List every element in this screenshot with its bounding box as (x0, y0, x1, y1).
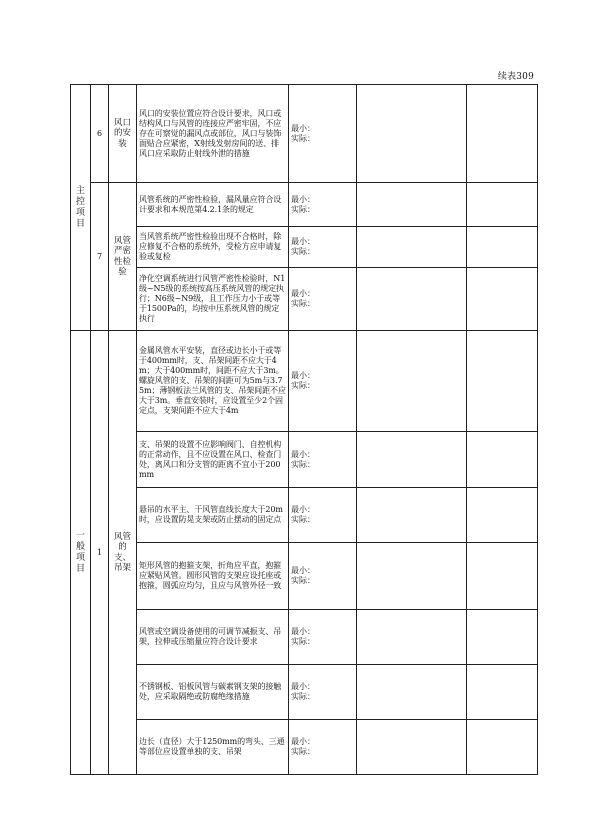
result-cell[interactable] (467, 720, 538, 775)
measure-cell: 最小： 实际： (289, 610, 357, 665)
record-cell[interactable] (357, 183, 467, 227)
record-cell[interactable] (357, 488, 467, 543)
result-cell[interactable] (467, 268, 538, 331)
measure-cell: 最小： 实际： (289, 227, 357, 268)
measure-cell: 最小： 实际： (289, 720, 357, 775)
table-row (71, 227, 538, 268)
table-row (71, 432, 538, 488)
requirement-text: 风管系统的严密性检验，漏风量应符合设计要求和本规范第4.2.1条的规定 (137, 183, 289, 227)
result-cell[interactable] (467, 543, 538, 610)
requirement-text: 悬吊的水平主、干风管直线长度大于20m时，应设置防晃支架或防止摆动的固定点 (137, 488, 289, 543)
requirement-text: 风口的安装位置应符合设计要求，风口或结构风口与风管的连接应严密牢固，不应存在可察觉的漏风点或部位，风口与装饰面贴合应紧密，X射线发射房间的送、排风口应采取防止射线外泄的措施 (137, 85, 289, 183)
record-cell[interactable] (357, 432, 467, 488)
measure-cell: 最小： 实际： (289, 488, 357, 543)
measure-cell: 最小： 实际： (289, 432, 357, 488)
record-cell[interactable] (357, 543, 467, 610)
requirement-text: 支、吊架的设置不应影响阀门、自控机构的正常动作，且不应设置在风口、检查门处，离风口和分支管的距离不宜小于200mm (137, 432, 289, 488)
record-cell[interactable] (357, 610, 467, 665)
item-number: 1 (91, 331, 109, 775)
table-row (71, 665, 538, 720)
result-cell[interactable] (467, 432, 538, 488)
table-row (71, 543, 538, 610)
requirement-text: 净化空调系统进行风管严密性检验时，N1级~N5级的系统按高压系统风管的规定执行；N6级~N9级，且工作压力小于或等于1500Pa的，均按中压系统风管的规定执行 (137, 268, 289, 331)
requirement-text: 矩形风管的抱箍支架，折角应平直，抱箍应紧贴风管。圆形风管的支架应设托座或抱箍，圆弧应均匀，且应与风管外径一致 (137, 543, 289, 610)
result-cell[interactable] (467, 488, 538, 543)
table-row (71, 85, 538, 183)
table-row (71, 610, 538, 665)
table-row (71, 331, 538, 432)
requirement-text: 边长（直径）大于1250mm的弯头、三通等部位应设置单独的支、吊架 (137, 720, 289, 775)
table-row (71, 183, 538, 227)
item-category: 风管严密性检验 (109, 183, 137, 331)
table-row (71, 268, 538, 331)
record-cell[interactable] (357, 85, 467, 183)
page-label: 续表309 (497, 72, 534, 82)
record-cell[interactable] (357, 665, 467, 720)
requirement-text: 当风管系统严密性检验出现不合格时，除应修复不合格的系统外，受检方应申请复验或复检 (137, 227, 289, 268)
record-cell[interactable] (357, 268, 467, 331)
inspection-table (70, 84, 538, 775)
measure-cell: 最小： 实际： (289, 268, 357, 331)
record-cell[interactable] (357, 331, 467, 432)
item-category: 风管的支、吊架 (109, 331, 137, 775)
table-row (71, 720, 538, 775)
result-cell[interactable] (467, 183, 538, 227)
measure-cell: 最小： 实际： (289, 665, 357, 720)
result-cell[interactable] (467, 85, 538, 183)
section-label-main: 主控项目 (71, 85, 91, 331)
section-label-general: 一般项目 (71, 331, 91, 775)
result-cell[interactable] (467, 331, 538, 432)
record-cell[interactable] (357, 227, 467, 268)
result-cell[interactable] (467, 227, 538, 268)
requirement-text: 不锈钢板、铝板风管与碳素钢支架的接触处，应采取隔绝或防腐绝缘措施 (137, 665, 289, 720)
measure-cell: 最小： 实际： (289, 183, 357, 227)
result-cell[interactable] (467, 665, 538, 720)
measure-cell: 最小： 实际： (289, 543, 357, 610)
requirement-text: 金属风管水平安装，直径或边长小于或等于400mm时，支、吊架间距不应大于4m；大于400mm时，间距不应大于3m。螺旋风管的支、吊架的间距可为5m与3.75m；薄钢板法兰风管的支、吊架间距不应大于3m。垂直安装时，应设置至少2个固定点，支架间距不应大于4m (137, 331, 289, 432)
table-row (71, 488, 538, 543)
item-number: 6 (91, 85, 109, 183)
item-number: 7 (91, 183, 109, 331)
requirement-text: 风管或空调设备使用的可调节减振支、吊架，拉伸或压缩量应符合设计要求 (137, 610, 289, 665)
measure-cell: 最小： 实际： (289, 85, 357, 183)
record-cell[interactable] (357, 720, 467, 775)
item-category: 风口的安装 (109, 85, 137, 183)
result-cell[interactable] (467, 610, 538, 665)
measure-cell: 最小： 实际： (289, 331, 357, 432)
